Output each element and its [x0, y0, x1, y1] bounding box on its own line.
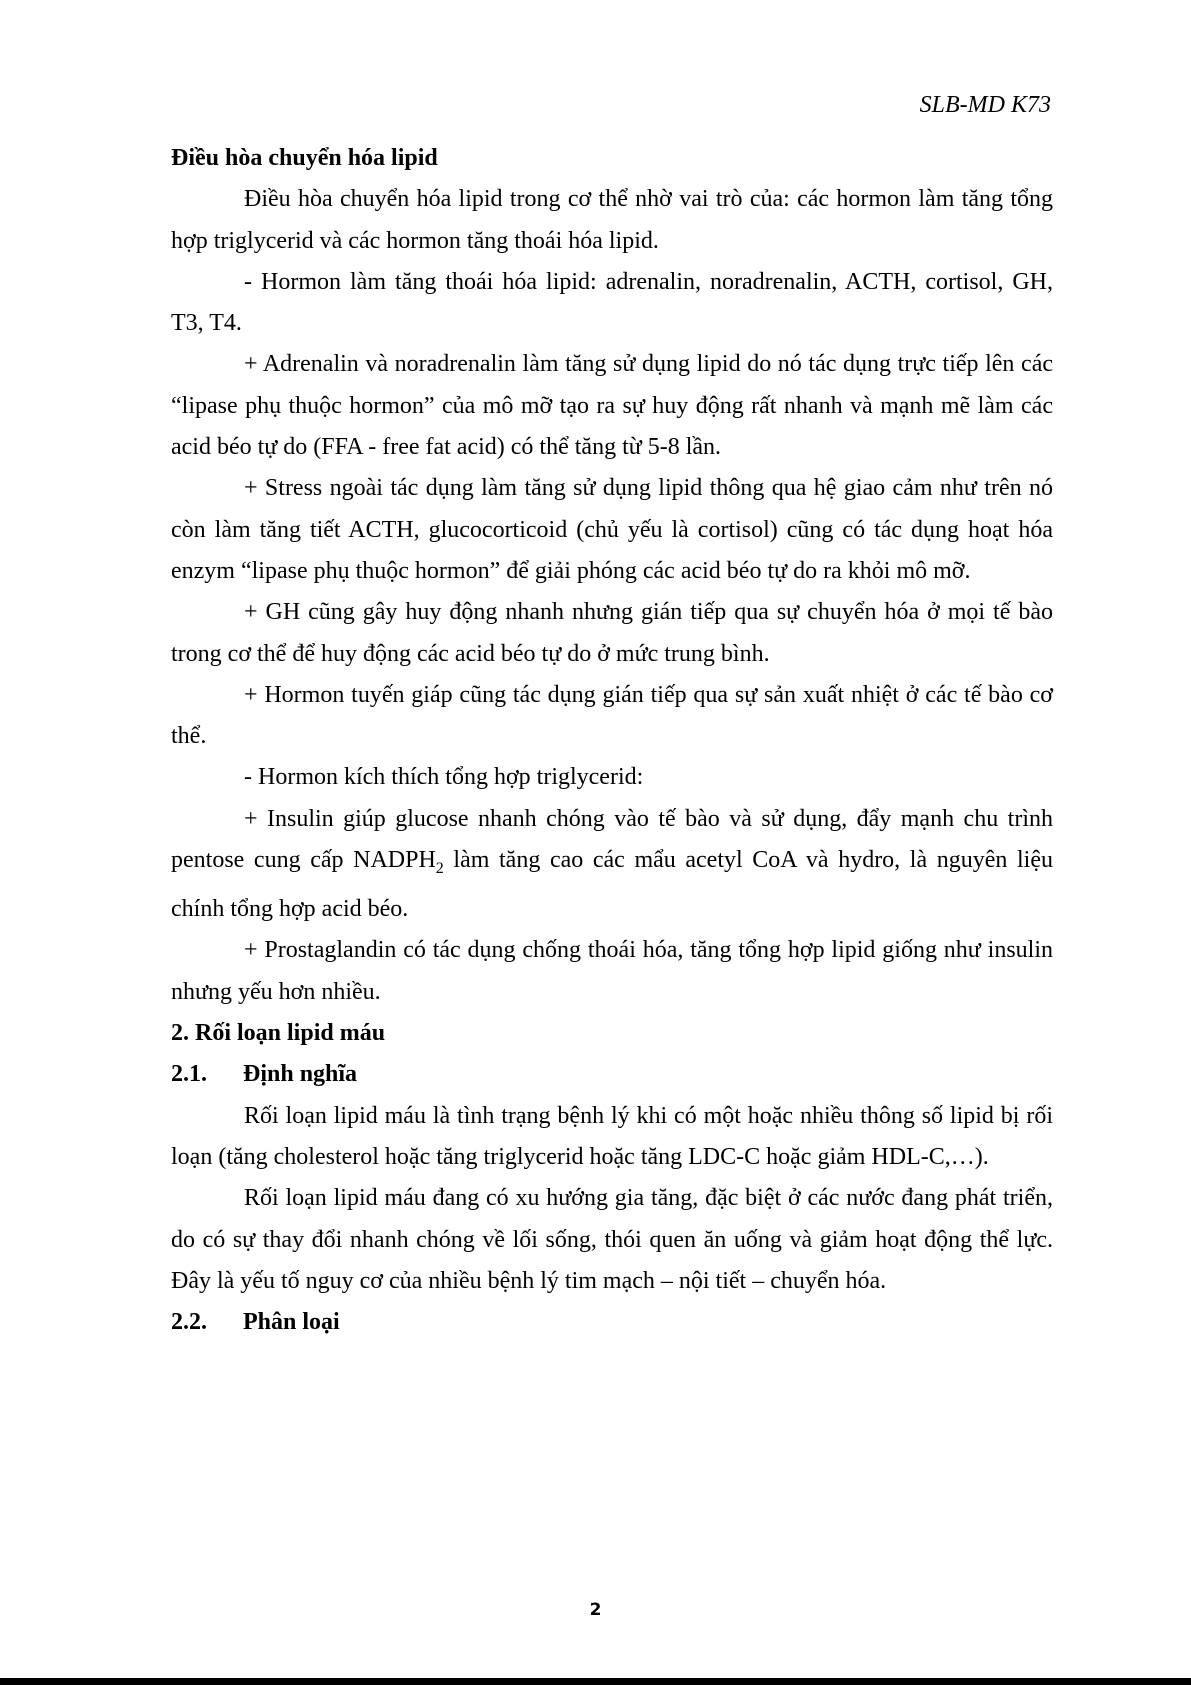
paragraph-thyroid-hormone: + Hormon tuyến giáp cũng tác dụng gián tiếp qua sự sản xuất nhiệt ở các tế bào cơ thể. — [171, 681, 1053, 750]
section-2-2-title: Phân loại — [243, 1309, 340, 1336]
paragraph-insulin — [171, 799, 1053, 931]
paragraph-trend: Rối loạn lipid máu đang có xu hướng gia tăng, đặc biệt ở các nước đang phát triển, do có sự thay đổi nhanh chóng về lối sống, thói quen ăn uống và giảm hoạt động thể lực. Đây là yếu tố nguy cơ của nhiều bệnh lý tim mạch – nội tiết – chuyển hóa. — [171, 1185, 1053, 1294]
section-2-1-title: Định nghĩa — [243, 1061, 358, 1088]
paragraph-gh: + GH cũng gây huy động nhanh nhưng gián tiếp qua sự chuyển hóa ở mọi tế bào trong cơ thể để huy động các acid béo tự do ở mức trung bình. — [171, 599, 1053, 667]
document-body — [171, 138, 1053, 1343]
paragraph-anabolic-hormones: - Hormon kích thích tổng hợp triglycerid: — [244, 764, 644, 791]
paragraph-definition: Rối loạn lipid máu là tình trạng bệnh lý khi có một hoặc nhiều thông số lipid bị rối loạn (tăng cholesterol hoặc tăng triglycerid hoặc tăng LDC-C hoặc giảm HDL-C,…). — [171, 1102, 1053, 1170]
paragraph-catabolic-hormones: - Hormon làm tăng thoái hóa lipid: adrenalin, noradrenalin, ACTH, cortisol, GH, T3, T4. — [171, 268, 1053, 337]
insulin-text-start: + Insulin giúp glucose nhanh chóng vào tế bào và sử dụng, đẩy mạnh chu trình pentose cung cấp NADPH — [171, 805, 1053, 874]
section-2-2-number: 2.2. — [171, 1309, 207, 1336]
paragraph-adrenalin: + Adrenalin và noradrenalin làm tăng sử dụng lipid do nó tác dụng trực tiếp lên các “lipase phụ thuộc hormon” của mô mỡ tạo ra sự huy động rất nhanh và mạnh mẽ làm các acid béo tự do (FFA - free fat acid) có thể tăng từ 5-8 lần. — [171, 351, 1053, 461]
heading-section-2-2 — [171, 1302, 1053, 1343]
heading-section-2: 2. Rối loạn lipid máu — [171, 1020, 386, 1047]
insulin-text-end: làm tăng cao các mẩu acetyl CoA và hydro, là nguyên liệu chính tổng hợp acid béo. — [171, 847, 1053, 923]
paragraph-prostaglandin: + Prostaglandin có tác dụng chống thoái hóa, tăng tổng hợp lipid giống như insulin nhưng yếu hơn nhiều. — [171, 937, 1053, 1005]
paragraph-stress: + Stress ngoài tác dụng làm tăng sử dụng lipid thông qua hệ giao cảm như trên nó còn làm tăng tiết ACTH, glucocorticoid (chủ yếu là cortisol) cũng có tác dụng hoạt hóa enzym “lipase phụ thuộc hormon” để giải phóng các acid béo tự do ra khỏi mô mỡ. — [171, 475, 1053, 584]
page-number: 2 — [589, 1600, 602, 1620]
bottom-border — [0, 1678, 1191, 1685]
section-2-1-number: 2.1. — [171, 1061, 207, 1088]
heading-section-2-1 — [171, 1054, 1053, 1095]
nadph-subscript: 2 — [435, 859, 444, 877]
heading-lipid-regulation: Điều hòa chuyển hóa lipid — [171, 145, 438, 171]
document-code: SLB-MD K73 — [919, 92, 1051, 118]
paragraph-regulation-intro: Điều hòa chuyển hóa lipid trong cơ thể nhờ vai trò của: các hormon làm tăng tổng hợp triglycerid và các hormon tăng thoái hóa lipid. — [171, 186, 1053, 254]
